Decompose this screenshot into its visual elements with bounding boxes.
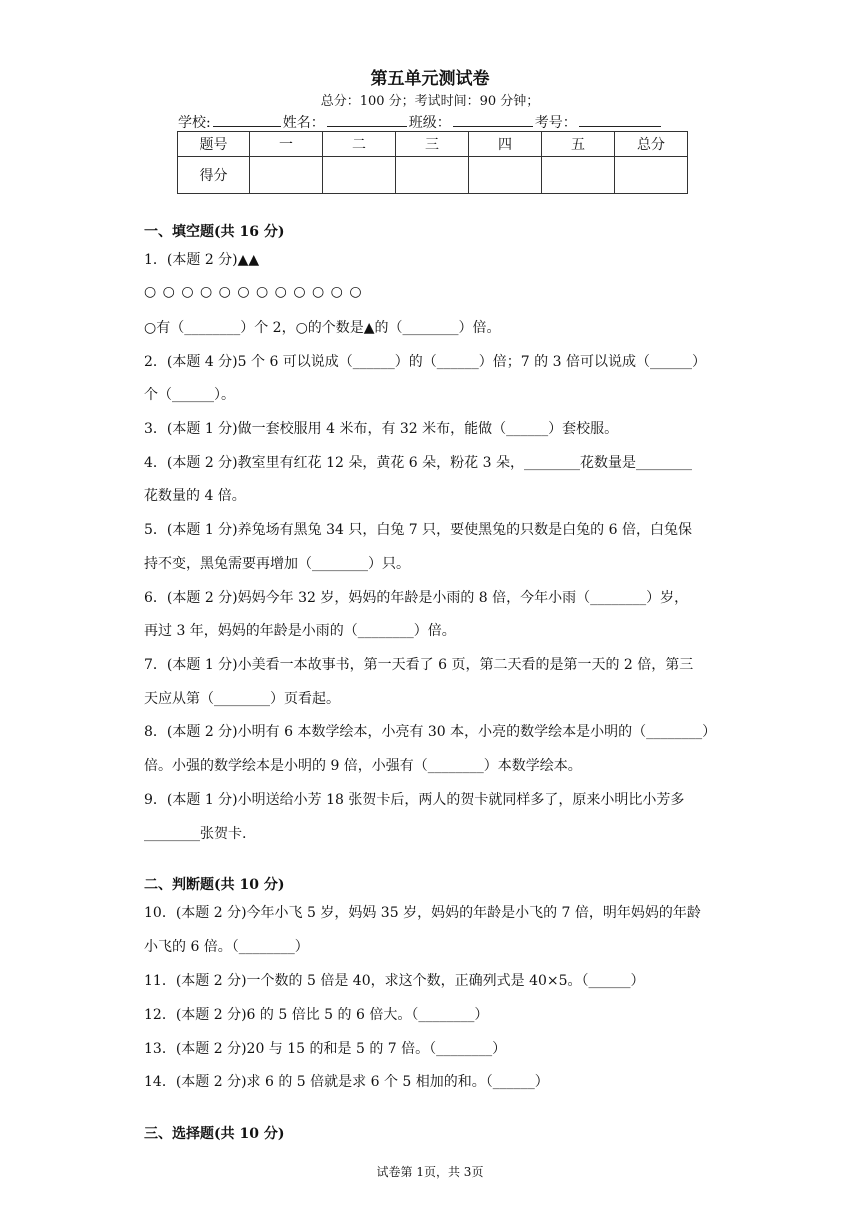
question-line: 14．(本题 2 分)求 6 的 5 倍就是求 6 个 5 相加的和。（______） <box>144 1074 549 1090</box>
question-line: 小飞的 6 倍。（________） <box>144 939 309 955</box>
exam-number-blank <box>579 112 661 127</box>
question-line: 8．(本题 2 分)小明有 6 本数学绘本，小亮有 30 本，小亮的数学绘本是小明的（________） <box>144 724 717 740</box>
question-line: 持不变，黑兔需要再增加（________）只。 <box>144 556 410 572</box>
question-line: 11．(本题 2 分)一个数的 5 倍是 40，求这个数，正确列式是 40×5。（______） <box>144 973 645 989</box>
score-row-label: 得分 <box>178 157 250 194</box>
score-cell[interactable] <box>469 157 542 194</box>
question-line: ○有（________）个 2，○的个数是▲的（________）倍。 <box>144 320 501 336</box>
exam-subtitle: 总分：100 分；考试时间：90 分钟； <box>320 94 540 109</box>
class-label: 班级： <box>408 115 451 131</box>
question-line: 花数量的 4 倍。 <box>144 488 246 504</box>
question-line: 5．(本题 1 分)养兔场有黑兔 34 只，白兔 7 只，要使黑兔的只数是白兔的 6 倍，白兔保 <box>144 522 692 538</box>
score-table-header-cell: 五 <box>542 132 615 157</box>
score-table-header-cell: 一 <box>250 132 323 157</box>
score-table-header-cell: 题号 <box>178 132 250 157</box>
class-blank <box>453 112 533 127</box>
section-heading-true-false: 二、判断题(共 10 分) <box>144 877 285 893</box>
score-cell[interactable] <box>615 157 688 194</box>
section-heading-multiple-choice: 三、选择题(共 10 分) <box>144 1126 285 1142</box>
score-table-header-cell: 三 <box>396 132 469 157</box>
section-heading-fill-blank: 一、填空题(共 16 分) <box>144 224 285 240</box>
question-line: 3．(本题 1 分)做一套校服用 4 米布，有 32 米布，能做（______）套校服。 <box>144 421 619 437</box>
question-line: 10．(本题 2 分)今年小飞 5 岁，妈妈 35 岁，妈妈的年龄是小飞的 7 倍，明年妈妈的年龄 <box>144 905 701 921</box>
question-line: 12．(本题 2 分)6 的 5 倍比 5 的 6 倍大。（________） <box>144 1007 489 1023</box>
question-line: 个（______）。 <box>144 387 235 403</box>
question-line: 1．(本题 2 分)▲▲ <box>144 252 260 268</box>
question-line: 倍。小强的数学绘本是小明的 9 倍，小强有（________）本数学绘本。 <box>144 758 582 774</box>
student-info-row <box>178 112 688 132</box>
name-blank <box>327 112 407 127</box>
score-cell[interactable] <box>396 157 469 194</box>
score-table-header-cell: 二 <box>323 132 396 157</box>
question-line: 9．(本题 1 分)小明送给小芳 18 张贺卡后，两人的贺卡就同样多了，原来小明比小芳多 <box>144 792 685 808</box>
score-cell[interactable] <box>250 157 323 194</box>
score-table-header-cell: 四 <box>469 132 542 157</box>
question-line: 4．(本题 2 分)教室里有红花 12 朵，黄花 6 朵，粉花 3 朵，________花数量是________ <box>144 455 692 471</box>
exam-number-label: 考号： <box>534 115 577 131</box>
school-blank <box>213 112 281 127</box>
school-label: 学校: <box>178 115 211 131</box>
question-line: 2．(本题 4 分)5 个 6 可以说成（______）的（______）倍；7 的 3 倍可以说成（______） <box>144 354 706 370</box>
exam-title: 第五单元测试卷 <box>370 69 490 89</box>
score-table-header-cell: 总分 <box>615 132 688 157</box>
question-line: 天应从第（________）页看起。 <box>144 691 340 707</box>
question-line: ________张贺卡. <box>144 826 247 842</box>
score-table-score-row <box>178 157 688 194</box>
score-table-header-row <box>178 132 688 157</box>
question-line: 6．(本题 2 分)妈妈今年 32 岁，妈妈的年龄是小雨的 8 倍，今年小雨（________）岁， <box>144 590 689 606</box>
name-label: 姓名： <box>282 115 325 131</box>
page-footer: 试卷第 1页，共 3页 <box>376 1165 484 1179</box>
question-line: 13．(本题 2 分)20 与 15 的和是 5 的 7 倍。（________） <box>144 1041 507 1057</box>
score-cell[interactable] <box>323 157 396 194</box>
score-cell[interactable] <box>542 157 615 194</box>
question-line: ○ ○ ○ ○ ○ ○ ○ ○ ○ ○ ○ ○ <box>144 284 363 300</box>
question-line: 再过 3 年，妈妈的年龄是小雨的（________）倍。 <box>144 623 456 639</box>
score-table <box>177 131 688 194</box>
question-line: 7．(本题 1 分)小美看一本故事书，第一天看了 6 页，第二天看的是第一天的 2 倍，第三 <box>144 657 694 673</box>
